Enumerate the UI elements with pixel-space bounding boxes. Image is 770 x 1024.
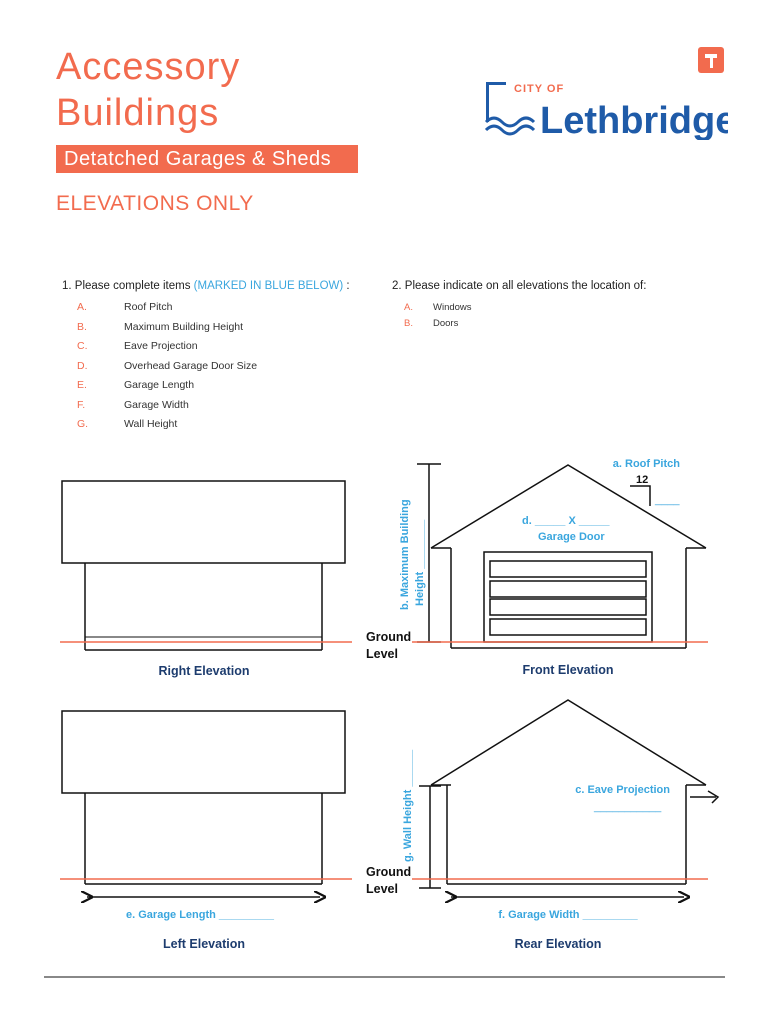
right-elevation-drawing bbox=[62, 481, 345, 650]
instruction-1-highlight: (MARKED IN BLUE BELOW) bbox=[193, 280, 344, 292]
rear-elevation-drawing bbox=[419, 700, 718, 897]
logo-large-text: Lethbridge bbox=[540, 100, 728, 140]
footer-divider bbox=[44, 976, 725, 978]
logo-small-text: CITY OF bbox=[514, 83, 565, 95]
front-elevation-label: Front Elevation bbox=[522, 663, 614, 677]
left-elevation-label: Left Elevation bbox=[163, 937, 245, 951]
garage-door-label: Garage Door bbox=[538, 531, 605, 543]
pitch-value: 12 bbox=[636, 474, 649, 486]
title-line-2: Buildings bbox=[56, 92, 220, 134]
garage-width-label: f. Garage Width _________ bbox=[498, 909, 638, 921]
list-item: E. Garage Length bbox=[77, 379, 195, 391]
max-height-label-1: b. Maximum Building bbox=[399, 499, 411, 610]
roof-pitch-label: a. Roof Pitch bbox=[612, 458, 680, 470]
instruction-2: 2. Please indicate on all elevations the location of: bbox=[392, 280, 647, 292]
section-heading: ELEVATIONS ONLY bbox=[56, 192, 254, 215]
title-line-1: Accessory bbox=[56, 46, 241, 88]
subtitle-banner: Detatched Garages & Sheds bbox=[56, 145, 358, 173]
wall-height-label: g. Wall Height ______ bbox=[402, 749, 414, 862]
list-item: G. Wall Height bbox=[77, 418, 178, 430]
rear-elevation-label: Rear Elevation bbox=[514, 937, 602, 951]
right-elevation-label: Right Elevation bbox=[158, 664, 250, 678]
list-item: B. Maximum Building Height bbox=[77, 320, 244, 333]
eave-projection-blank: ___________ bbox=[594, 801, 662, 813]
instruction-1-suffix: : bbox=[343, 280, 350, 292]
ground-label-line1: Ground bbox=[366, 630, 412, 644]
garage-length-label: e. Garage Length _________ bbox=[126, 909, 274, 921]
list-item: C. Eave Projection bbox=[77, 340, 198, 352]
ground-label-line1: Ground bbox=[366, 865, 412, 879]
front-elevation-drawing bbox=[417, 464, 706, 648]
ground-label-line2: Level bbox=[366, 882, 398, 896]
max-height-label-2: Height ________ bbox=[414, 519, 426, 606]
list-item: A. Windows bbox=[404, 302, 472, 313]
left-elevation-drawing bbox=[62, 711, 345, 897]
eave-projection-label: c. Eave Projection bbox=[575, 784, 670, 796]
list-item: D. Overhead Garage Door Size bbox=[77, 359, 258, 372]
list-item: A. Roof Pitch bbox=[77, 301, 173, 313]
door-size-label: d. _____ X _____ bbox=[522, 515, 610, 527]
list-item: B. Doors bbox=[404, 317, 459, 329]
instruction-1-prefix: 1. Please complete items bbox=[62, 280, 194, 292]
ground-label-line2: Level bbox=[366, 647, 398, 661]
list-item: F. Garage Width bbox=[77, 398, 189, 411]
pitch-blank: ____ bbox=[655, 494, 680, 506]
